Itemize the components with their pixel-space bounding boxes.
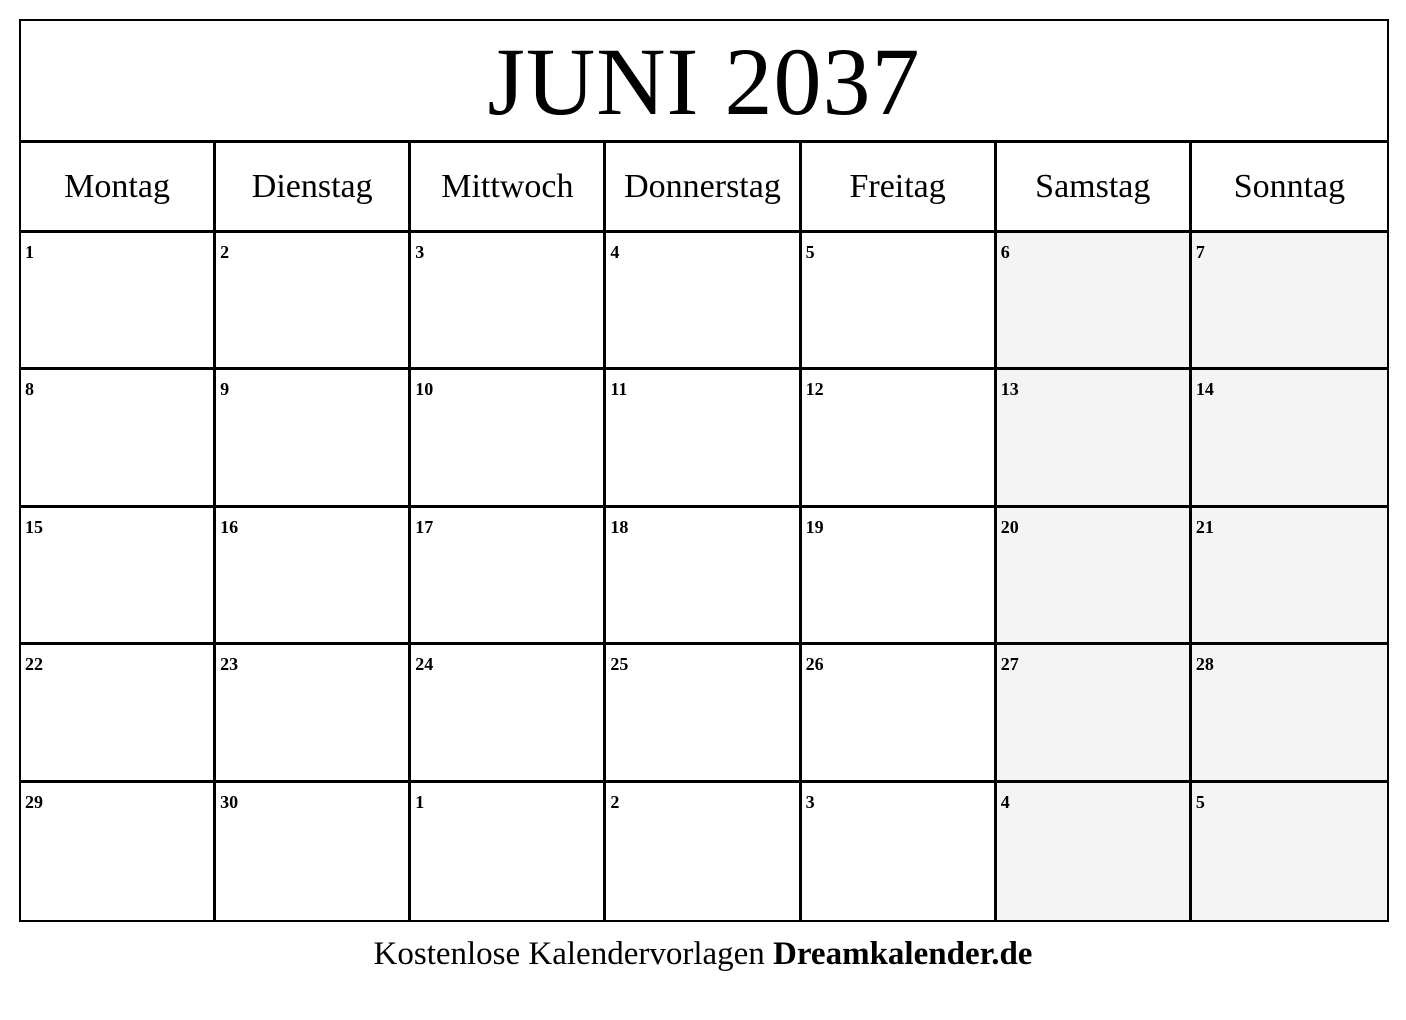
day-number: 30 [220,791,239,812]
day-number: 9 [220,379,230,400]
day-number: 6 [1000,242,1010,262]
day-number: 20 [1000,516,1019,537]
day-number: 18 [610,516,629,537]
day-number: 2 [220,242,230,262]
weekday-header: Donnerstag [606,143,801,233]
day-number: 17 [415,516,434,537]
weekday-header: Samstag [997,143,1192,233]
footer-brand-link[interactable]: Dreamkalender.de [773,936,1033,972]
day-cell [411,370,606,507]
day-number: 3 [805,791,815,812]
day-cell [411,233,606,370]
day-number: 7 [1195,242,1205,262]
day-number: 5 [1195,791,1205,812]
day-number: 5 [805,242,815,262]
day-cell [411,508,606,645]
day-number: 4 [610,242,620,262]
day-number: 23 [220,654,239,675]
calendar-sheet [19,19,1389,922]
weekend-day-cell [1192,370,1387,507]
day-number: 3 [415,242,425,262]
weekday-header: Mittwoch [411,143,606,233]
day-cell [802,645,997,782]
day-number: 11 [610,379,628,400]
weekend-day-cell [997,370,1192,507]
day-number: 25 [610,654,629,675]
weekend-day-cell [1192,233,1387,370]
day-cell [606,370,801,507]
day-number: 19 [805,516,824,537]
day-number: 28 [1195,654,1214,675]
weekend-day-cell [997,645,1192,782]
day-cell [802,783,997,920]
weekday-header: Dienstag [216,143,411,233]
day-number: 12 [805,379,824,400]
day-cell [216,508,411,645]
day-number: 8 [25,379,34,400]
day-cell [21,508,216,645]
weekend-day-cell [997,508,1192,645]
day-cell [216,783,411,920]
title-bar [21,21,1387,143]
weekend-day-cell [1192,783,1387,920]
day-cell [606,783,801,920]
weekday-header: Montag [21,143,216,233]
day-cell [802,508,997,645]
day-number: 26 [805,654,824,675]
day-cell [606,233,801,370]
day-cell [802,370,997,507]
weekend-day-cell [997,233,1192,370]
day-number: 16 [220,516,239,537]
day-number: 15 [25,516,43,537]
day-cell [21,370,216,507]
weekend-day-cell [1192,645,1387,782]
day-number: 13 [1000,379,1019,400]
day-cell [216,233,411,370]
day-cell [21,233,216,370]
day-cell [606,508,801,645]
day-cell [21,783,216,920]
day-number: 21 [1195,516,1214,537]
calendar-grid [21,143,1387,920]
calendar-title: JUNI 2037 [487,27,921,135]
day-cell [216,645,411,782]
weekend-day-cell [997,783,1192,920]
day-cell [21,645,216,782]
footer [0,936,1406,973]
weekend-day-cell [1192,508,1387,645]
day-number: 4 [1000,791,1010,812]
day-number: 1 [415,791,425,812]
day-number: 27 [1000,654,1019,675]
day-cell [606,645,801,782]
day-cell [411,645,606,782]
weekday-header: Sonntag [1192,143,1387,233]
weekday-header: Freitag [802,143,997,233]
day-cell [216,370,411,507]
day-number: 1 [25,242,34,262]
day-cell [411,783,606,920]
day-number: 29 [25,791,43,812]
footer-text: Kostenlose Kalendervorlagen [373,936,765,972]
day-number: 10 [415,379,434,400]
day-number: 2 [610,791,620,812]
day-cell [802,233,997,370]
day-number: 24 [415,654,434,675]
day-number: 14 [1195,379,1214,400]
day-number: 22 [25,654,43,675]
